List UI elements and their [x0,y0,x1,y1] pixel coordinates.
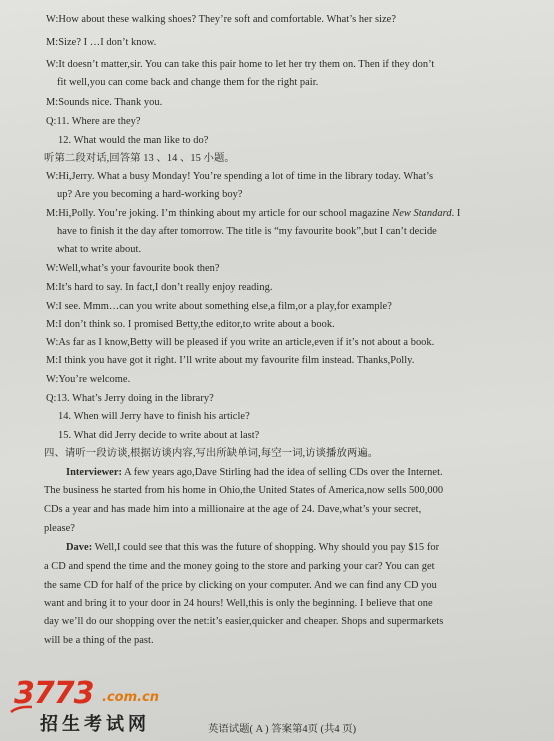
text-line: M:Sounds nice. Thank you. [46,97,163,108]
text-line: W:Well,what’s your favourite book then? [46,263,220,274]
site-watermark-logo[interactable] [10,676,180,736]
text-line: up? Are you becoming a hard-working boy? [57,189,243,200]
logo-chinese-name: 招生考试网 [40,714,150,735]
text-line: Dave: Well,I could see that this was the future of shopping. Why should you pay $15 for [66,542,440,553]
text-line: a CD and spend the time and the money going to the store and parking your car? You can get [44,561,435,572]
text-line: day we’ll do our shopping over the net:it’s easier,quicker and cheaper. Shops and supermarkets [44,616,444,627]
text-line: Interviewer: A few years ago,Dave Stirling had the idea of selling CDs over the Internet. [66,467,443,478]
text-line: W:You’re welcome. [46,374,131,385]
text-line: M:Hi,Polly. You’re joking. I’m thinking about my article for our school magazine New Standard. I [46,208,461,219]
text-line: fit well,you can come back and change them for the right pair. [57,77,319,88]
text-line: M:It’s hard to say. In fact,I don’t really enjoy reading. [46,282,273,293]
text-line: 15. What did Jerry decide to write about at last? [58,430,260,441]
text-line: CDs a year and has made him into a millionaire at the age of 24. Dave,what’s your secret, [44,504,422,515]
text-line: 14. When will Jerry have to finish his article? [58,411,250,422]
text-line: have to finish it the day after tomorrow. The title is “my favourite book”,but I can’t decide [57,226,437,237]
text-line: M:I think you have got it right. I’ll write about my favourite film instead. Thanks,Polly. [46,355,415,366]
text-line: will be a thing of the past. [44,635,154,646]
section-heading: 听第二段对话,回答第 13 、14 、15 小题。 [44,153,235,164]
section-heading: 四、请听一段访谈,根据访谈内容,写出所缺单词,每空一词,访谈播放两遍。 [44,448,379,459]
text-line: W:How about these walking shoes? They’re soft and comfortable. What’s her size? [46,14,396,25]
text-line: W:I see. Mmm…can you write about something else,a film,or a play,for example? [46,301,392,312]
text-line: The business he started from his home in Ohio,the United States of America,now sells 500,000 [44,485,444,496]
text-line: W:Hi,Jerry. What a busy Monday! You’re spending a lot of time in the library today. What’s [46,171,434,182]
magazine-title: New Standard [392,208,452,219]
text-line: Q:13. What’s Jerry doing in the library? [46,393,214,404]
logo-domain: .com.cn [102,690,160,705]
text-line: W:As far as I know,Betty will be pleased if you write an article,even if it’s not about a book. [46,337,435,348]
page-footer: 英语试题( A ) 答案第4页 (共4 页) [208,724,357,735]
speaker-label: Dave: [66,542,93,553]
text-line: the same CD for half of the price by clicking on your computer. And we can find any CD you [44,580,437,591]
text-line: want and bring it to your door in 24 hours! Well,this is only the beginning. I believe that one [44,598,433,609]
text-line: M:I don’t think so. I promised Betty,the editor,to write about a book. [46,319,335,330]
speaker-label: Interviewer: [66,467,122,478]
logo-number: 3773 [14,676,94,711]
text-line: what to write about. [57,244,142,255]
text-line: W:It doesn’t matter,sir. You can take this pair home to let her try them on. Then if they don’t [46,59,435,70]
text-line: Q:11. Where are they? [46,116,141,127]
text-line: 12. What would the man like to do? [58,135,209,146]
text-line: M:Size? I …I don’t know. [46,37,157,48]
text-line: please? [44,523,75,534]
